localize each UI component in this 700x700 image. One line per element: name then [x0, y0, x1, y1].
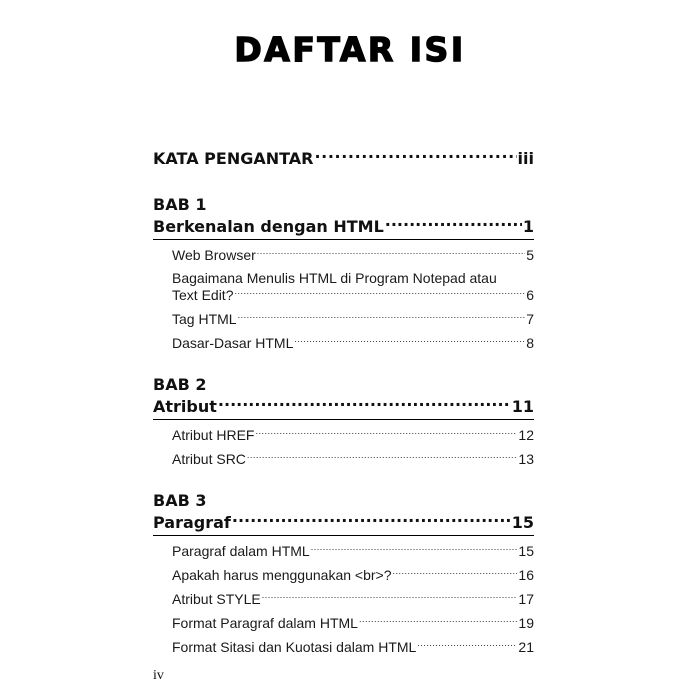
subentry-label-line1: Bagaimana Menulis HTML di Program Notepad atau [172, 270, 497, 286]
subentry-page-number: 12 [518, 427, 534, 443]
subentry-page-number: 15 [518, 543, 534, 559]
dot-leader [417, 638, 517, 652]
chapter-page-number: 15 [511, 513, 534, 532]
toc-subentry [153, 286, 534, 304]
dot-leader [385, 216, 522, 232]
dot-leader [262, 590, 518, 604]
subentry-label: Dasar-Dasar HTML [172, 335, 294, 351]
dot-leader [257, 246, 525, 260]
subentry-page-number: 6 [526, 287, 534, 303]
subentry-page-number: 16 [518, 567, 534, 583]
chapter-title: Berkenalan dengan HTML [153, 217, 384, 236]
subentry-page-number: 5 [526, 247, 534, 263]
chapter-title-row [153, 396, 534, 420]
dot-leader [255, 426, 517, 440]
chapter-section-2 [153, 374, 534, 468]
subentry-label: Tag HTML [172, 311, 237, 327]
subentry-label: Web Browser [172, 247, 256, 263]
subentry-page-number: 8 [526, 335, 534, 351]
subentry-label: Atribut SRC [172, 451, 246, 467]
dot-leader [393, 566, 518, 580]
subentry-page-number: 13 [518, 451, 534, 467]
dot-leader [232, 512, 511, 528]
subentry-page-number: 17 [518, 591, 534, 607]
dot-leader [247, 450, 518, 464]
toc-entry-kata-pengantar [153, 148, 534, 170]
toc-subentry [153, 614, 534, 632]
toc-entry-label: KATA PENGANTAR [153, 149, 314, 168]
subentry-label: Format Paragraf dalam HTML [172, 615, 358, 631]
chapter-title: Atribut [153, 397, 217, 416]
dot-leader [359, 614, 517, 628]
dot-leader [218, 396, 511, 412]
dot-leader [234, 286, 525, 300]
subentry-page-number: 19 [518, 615, 534, 631]
chapter-title: Paragraf [153, 513, 231, 532]
subentry-label: Atribut STYLE [172, 591, 261, 607]
toc-subentry [153, 426, 534, 444]
toc-subentry [153, 246, 534, 264]
chapter-page-number: 11 [511, 397, 534, 416]
chapter-title-row [153, 512, 534, 536]
chapter-heading: BAB 1 [153, 195, 207, 214]
toc-subentry [153, 334, 534, 352]
toc-subentry [153, 566, 534, 584]
chapter-page-number: 1 [522, 217, 534, 236]
page-folio: iv [153, 668, 164, 683]
toc-subentry [153, 450, 534, 468]
toc-subentry [153, 310, 534, 328]
toc-page-number: iii [517, 149, 534, 168]
chapter-section-1 [153, 194, 534, 352]
chapter-section-3 [153, 490, 534, 656]
dot-leader [315, 148, 517, 164]
toc-subentry [153, 590, 534, 608]
toc-subentry [153, 638, 534, 656]
subentry-label: Paragraf dalam HTML [172, 543, 310, 559]
subentry-label-line2: Text Edit? [172, 287, 234, 303]
dot-leader [311, 542, 518, 556]
subentry-label: Apakah harus menggunakan <br>? [172, 567, 392, 583]
subentry-label: Atribut HREF [172, 427, 255, 443]
subentry-label: Format Sitasi dan Kuotasi dalam HTML [172, 639, 417, 655]
dot-leader [238, 310, 526, 324]
subentry-page-number: 7 [526, 311, 534, 327]
dot-leader [294, 334, 525, 348]
table-of-contents [153, 148, 534, 656]
subentry-page-number: 21 [518, 639, 534, 655]
toc-subentry [153, 542, 534, 560]
chapter-title-row [153, 216, 534, 240]
page-title: DAFTAR ISI [234, 30, 466, 69]
chapter-heading: BAB 3 [153, 491, 207, 510]
chapter-heading: BAB 2 [153, 375, 207, 394]
